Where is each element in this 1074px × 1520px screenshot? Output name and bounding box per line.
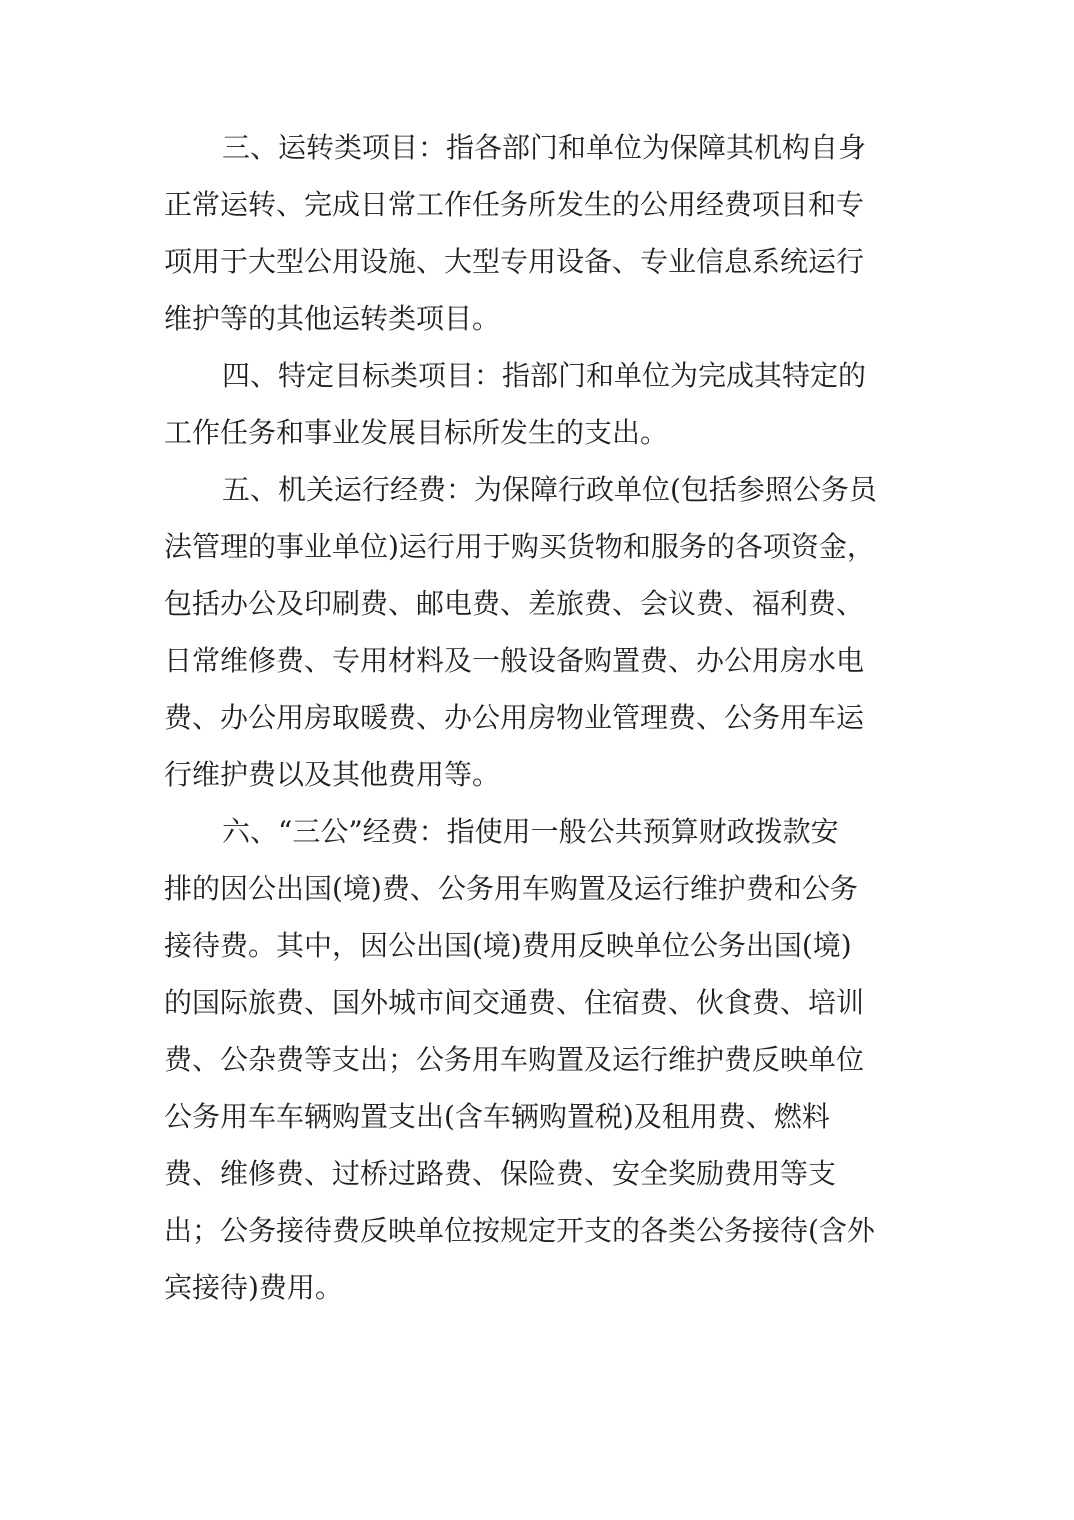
text-line: 维护等的其他运转类项目。 [164,302,501,335]
text-line: 出；公务接待费反映单位按规定开支的各类公务接待(含外 [164,1214,875,1247]
text-line: 四、特定目标类项目：指部门和单位为完成其特定的 [222,359,867,392]
text-line: 排的因公出国(境)费、公务用车购置及运行维护费和公务 [164,872,858,905]
text-line: 包括办公及印刷费、邮电费、差旅费、会议费、福利费、 [164,587,865,620]
text-line: 费、公杂费等支出；公务用车购置及运行维护费反映单位 [164,1043,865,1076]
text-line: 公务用车车辆购置支出(含车辆购置税)及租用费、燃料 [164,1100,830,1133]
text-line: 行维护费以及其他费用等。 [164,758,501,791]
text-line: 三、运转类项目：指各部门和单位为保障其机构自身 [222,131,867,164]
text-line: 项用于大型公用设施、大型专用设备、专业信息系统运行 [164,245,865,278]
text-line: 工作任务和事业发展目标所发生的支出。 [164,416,669,449]
text-line: 正常运转、完成日常工作任务所发生的公用经费项目和专 [164,188,865,221]
text-line: 六、“三公”经费：指使用一般公共预算财政拨款安 [222,815,839,848]
text-line: 费、办公用房取暖费、办公用房物业管理费、公务用车运 [164,701,865,734]
text-line: 宾接待)费用。 [164,1271,343,1304]
text-line: 五、机关运行经费：为保障行政单位(包括参照公务员 [222,473,877,506]
text-line: 法管理的事业单位)运行用于购买货物和服务的各项资金， [164,530,875,563]
text-line: 日常维修费、专用材料及一般设备购置费、办公用房水电 [164,644,865,677]
text-line: 接待费。其中，因公出国(境)费用反映单位公务出国(境) [164,929,852,962]
text-line: 费、维修费、过桥过路费、保险费、安全奖励费用等支 [164,1157,837,1190]
text-line: 的国际旅费、国外城市间交通费、住宿费、伙食费、培训 [164,986,865,1019]
